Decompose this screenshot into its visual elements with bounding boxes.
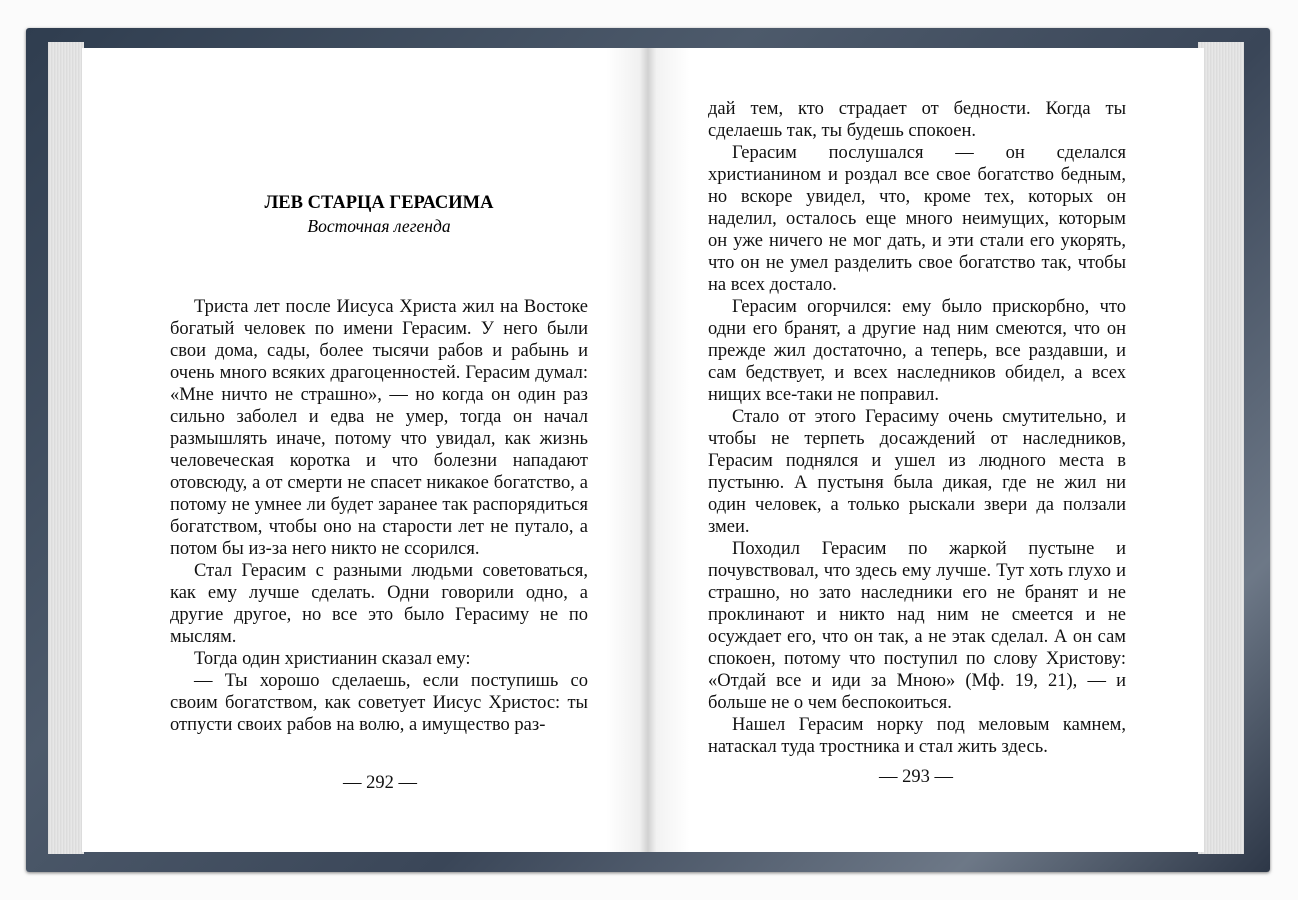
paragraph: дай тем, кто страдает от бедности. Когда ты сделаешь так, ты будешь спокоен. xyxy=(708,99,1126,141)
paragraph: Герасим огорчился: ему было прискорбно, что одни его бранят, а другие над ним смеются, что он прежде жил достаточно, а теперь, все раздавши, и сам бедствует, и всех наследников обидел, а всех нищих все-таки не поправил. xyxy=(708,297,1126,405)
paragraph: Стало от этого Герасиму очень смутительно, и чтобы не терпеть досаждений от наследников, Герасим поднялся и ушел из людного места в пустыню. А пустыня была дикая, где не жил ни один человек, а только рыскали звери да ползали змеи. xyxy=(708,407,1126,537)
story-title: ЛЕВ СТАРЦА ГЕРАСИМА xyxy=(264,193,494,213)
paragraph: Стал Герасим с разными людьми советоваться, как ему лучше сделать. Одни говорили одно, а другие другое, но все это было Герасиму не по мыслям. xyxy=(170,561,588,647)
paragraph: Тогда один христианин сказал ему: xyxy=(194,649,471,669)
right-page-text xyxy=(708,98,1126,758)
left-page-text xyxy=(170,296,588,736)
paragraph: — Ты хорошо сделаешь, если поступишь со своим богатством, как советует Иисус Христос: ты отпусти своих рабов на волю, а имущество раз- xyxy=(170,671,588,735)
page-edges-left xyxy=(48,42,84,854)
paragraph: Триста лет после Иисуса Христа жил на Востоке богатый человек по имени Герасим. У него были свои дома, сады, более тысячи рабов и рабынь и очень много всяких драгоценностей. Герасим думал: «Мне ничто не страшно», — но когда он один раз сильно заболел и едва не умер, тогда он начал размышлять иначе, потому что увидал, как жизнь человеческая коротка и что болезни нападают отовсюду, а от смерти не спасет никакое богатство, а потому не умнее ли будет заранее так распорядиться богатством, чтобы оно на старости лет не путало, а потом бы из-за него никто не ссорился. xyxy=(170,297,588,559)
page-number-right: — 293 — xyxy=(879,767,953,787)
page-number-left: — 292 — xyxy=(343,773,417,793)
paragraph: Нашел Герасим норку под меловым камнем, натаскал туда тростника и стал жить здесь. xyxy=(708,715,1126,757)
page-edges-right xyxy=(1198,42,1244,854)
paragraph: Походил Герасим по жаркой пустыне и почувствовал, что здесь ему лучше. Тут хоть глухо и страшно, но зато наследники его не бранят и не проклинают и никто над ним не смеется и не осуждает его, что он так, а не этак сделал. А он сам спокоен, потому что поступил по слову Христову: «Отдай все и иди за Мною» (Мф. 19, 21), — и больше не о чем беспокоиться. xyxy=(708,539,1126,713)
story-subtitle: Восточная легенда xyxy=(307,216,451,236)
paragraph: Герасим послушался — он сделался христианином и роздал все свое богатство бедным, но вскоре увидел, что, кроме тех, которых он наделил, осталось еще много неимущих, которым он уже ничего не мог дать, и эти стали его укорять, что он не умел разделить свое богатство так, чтобы на всех достало. xyxy=(708,143,1126,295)
